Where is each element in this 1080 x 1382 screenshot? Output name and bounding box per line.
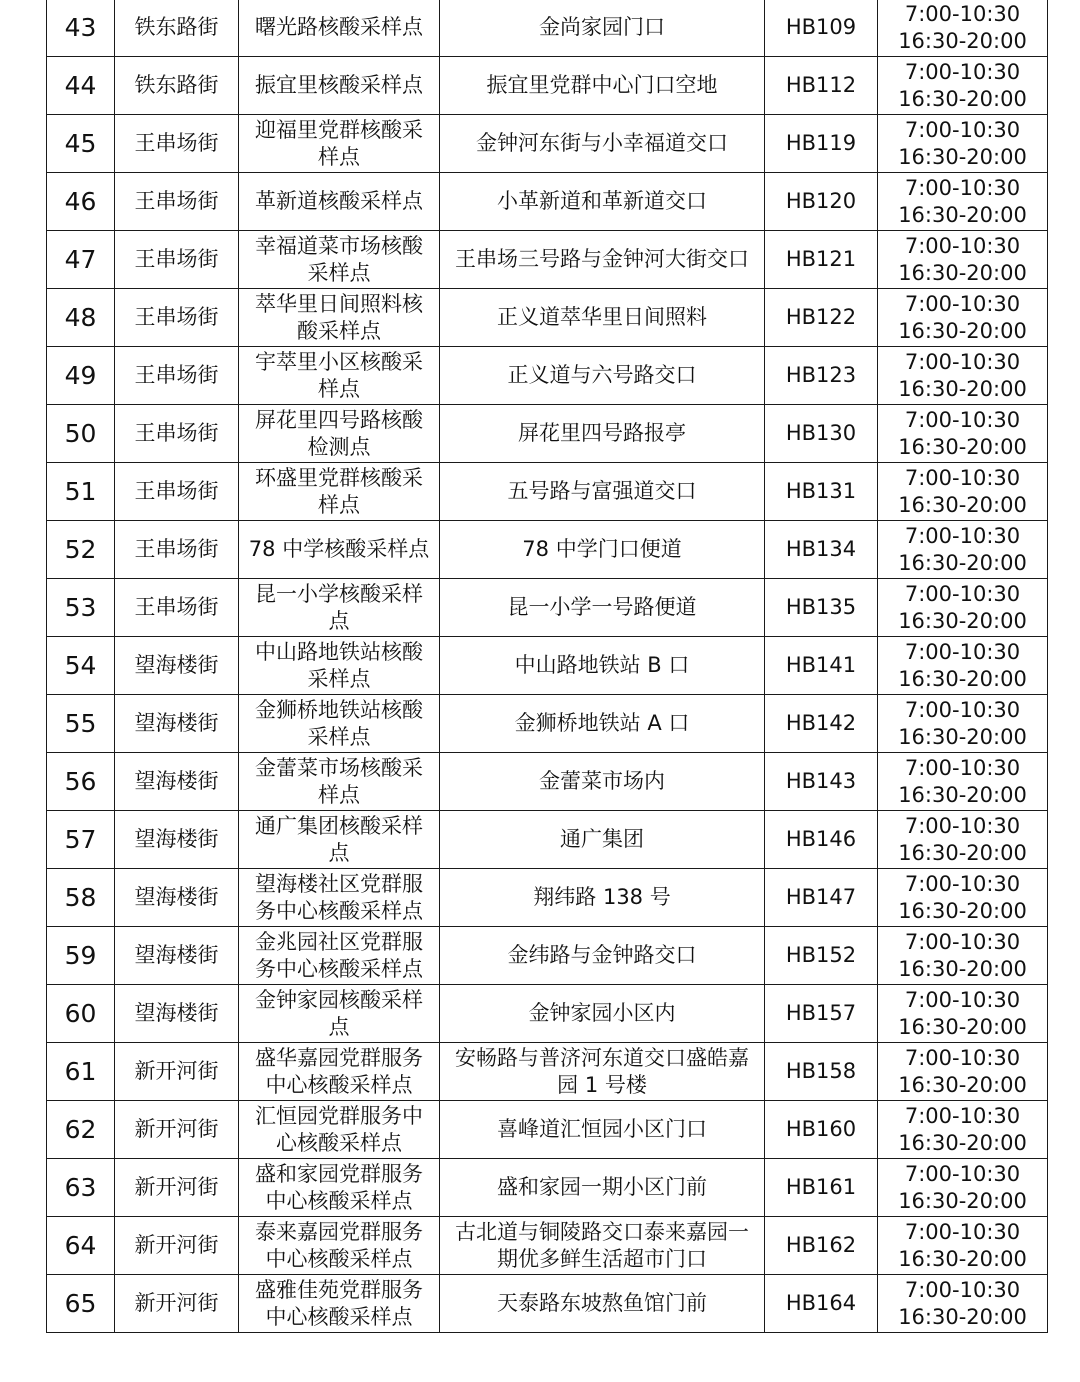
site-code: HB123 bbox=[765, 347, 878, 405]
opening-hours bbox=[878, 289, 1048, 347]
row-number: 46 bbox=[47, 173, 115, 231]
table-row bbox=[47, 115, 1048, 173]
table-row bbox=[47, 927, 1048, 985]
evening-hours: 16:30-20:00 bbox=[898, 898, 1027, 923]
street-name: 望海楼街 bbox=[115, 927, 239, 985]
opening-hours bbox=[878, 1101, 1048, 1159]
evening-hours: 16:30-20:00 bbox=[898, 1246, 1027, 1271]
evening-hours: 16:30-20:00 bbox=[898, 782, 1027, 807]
evening-hours: 16:30-20:00 bbox=[898, 608, 1027, 633]
site-address: 王串场三号路与金钟河大街交口 bbox=[440, 231, 765, 289]
sampling-site-name: 萃华里日间照料核酸采样点 bbox=[239, 289, 440, 347]
sampling-site-name: 望海楼社区党群服务中心核酸采样点 bbox=[239, 869, 440, 927]
table-row bbox=[47, 173, 1048, 231]
street-name: 王串场街 bbox=[115, 289, 239, 347]
evening-hours: 16:30-20:00 bbox=[898, 956, 1027, 981]
table-row bbox=[47, 521, 1048, 579]
evening-hours: 16:30-20:00 bbox=[898, 86, 1027, 111]
evening-hours: 16:30-20:00 bbox=[898, 434, 1027, 459]
sampling-site-name: 昆一小学核酸采样点 bbox=[239, 579, 440, 637]
street-name: 新开河街 bbox=[115, 1275, 239, 1333]
site-address: 盛和家园一期小区门前 bbox=[440, 1159, 765, 1217]
sampling-site-name: 宇萃里小区核酸采样点 bbox=[239, 347, 440, 405]
row-number: 58 bbox=[47, 869, 115, 927]
opening-hours bbox=[878, 57, 1048, 115]
row-number: 59 bbox=[47, 927, 115, 985]
street-name: 王串场街 bbox=[115, 115, 239, 173]
street-name: 望海楼街 bbox=[115, 811, 239, 869]
site-address: 金钟家园小区内 bbox=[440, 985, 765, 1043]
sampling-site-name: 屏花里四号路核酸检测点 bbox=[239, 405, 440, 463]
street-name: 王串场街 bbox=[115, 463, 239, 521]
site-address: 78 中学门口便道 bbox=[440, 521, 765, 579]
opening-hours bbox=[878, 347, 1048, 405]
street-name: 新开河街 bbox=[115, 1217, 239, 1275]
site-address: 正义道与六号路交口 bbox=[440, 347, 765, 405]
opening-hours bbox=[878, 1043, 1048, 1101]
site-code: HB146 bbox=[765, 811, 878, 869]
morning-hours: 7:00-10:30 bbox=[904, 1, 1021, 26]
sampling-site-name: 革新道核酸采样点 bbox=[239, 173, 440, 231]
street-name: 铁东路街 bbox=[115, 0, 239, 57]
sampling-site-name: 汇恒园党群服务中心核酸采样点 bbox=[239, 1101, 440, 1159]
table-row bbox=[47, 753, 1048, 811]
morning-hours: 7:00-10:30 bbox=[904, 987, 1021, 1012]
evening-hours: 16:30-20:00 bbox=[898, 144, 1027, 169]
site-address: 五号路与富强道交口 bbox=[440, 463, 765, 521]
row-number: 64 bbox=[47, 1217, 115, 1275]
table-row bbox=[47, 463, 1048, 521]
morning-hours: 7:00-10:30 bbox=[904, 581, 1021, 606]
site-address: 喜峰道汇恒园小区门口 bbox=[440, 1101, 765, 1159]
opening-hours bbox=[878, 1159, 1048, 1217]
table-row bbox=[47, 1101, 1048, 1159]
street-name: 王串场街 bbox=[115, 521, 239, 579]
morning-hours: 7:00-10:30 bbox=[904, 465, 1021, 490]
site-address: 中山路地铁站 B 口 bbox=[440, 637, 765, 695]
table-row bbox=[47, 637, 1048, 695]
table-body bbox=[47, 0, 1048, 1333]
morning-hours: 7:00-10:30 bbox=[904, 1277, 1021, 1302]
row-number: 55 bbox=[47, 695, 115, 753]
site-code: HB112 bbox=[765, 57, 878, 115]
opening-hours bbox=[878, 985, 1048, 1043]
morning-hours: 7:00-10:30 bbox=[904, 349, 1021, 374]
site-address: 屏花里四号路报亭 bbox=[440, 405, 765, 463]
morning-hours: 7:00-10:30 bbox=[904, 871, 1021, 896]
table-row bbox=[47, 347, 1048, 405]
sampling-site-name: 盛和家园党群服务中心核酸采样点 bbox=[239, 1159, 440, 1217]
table-row bbox=[47, 1275, 1048, 1333]
evening-hours: 16:30-20:00 bbox=[898, 492, 1027, 517]
sampling-site-name: 曙光路核酸采样点 bbox=[239, 0, 440, 57]
morning-hours: 7:00-10:30 bbox=[904, 407, 1021, 432]
evening-hours: 16:30-20:00 bbox=[898, 1304, 1027, 1329]
opening-hours bbox=[878, 1217, 1048, 1275]
row-number: 53 bbox=[47, 579, 115, 637]
morning-hours: 7:00-10:30 bbox=[904, 1161, 1021, 1186]
street-name: 铁东路街 bbox=[115, 57, 239, 115]
evening-hours: 16:30-20:00 bbox=[898, 840, 1027, 865]
evening-hours: 16:30-20:00 bbox=[898, 1188, 1027, 1213]
sampling-site-name: 金蕾菜市场核酸采样点 bbox=[239, 753, 440, 811]
table-row bbox=[47, 231, 1048, 289]
table-row bbox=[47, 811, 1048, 869]
site-code: HB164 bbox=[765, 1275, 878, 1333]
street-name: 新开河街 bbox=[115, 1101, 239, 1159]
sampling-site-name: 金狮桥地铁站核酸采样点 bbox=[239, 695, 440, 753]
row-number: 43 bbox=[47, 0, 115, 57]
site-code: HB160 bbox=[765, 1101, 878, 1159]
evening-hours: 16:30-20:00 bbox=[898, 1130, 1027, 1155]
opening-hours bbox=[878, 695, 1048, 753]
site-address: 安畅路与普济河东道交口盛皓嘉园 1 号楼 bbox=[440, 1043, 765, 1101]
table-row bbox=[47, 289, 1048, 347]
row-number: 45 bbox=[47, 115, 115, 173]
evening-hours: 16:30-20:00 bbox=[898, 724, 1027, 749]
site-code: HB131 bbox=[765, 463, 878, 521]
row-number: 57 bbox=[47, 811, 115, 869]
site-code: HB147 bbox=[765, 869, 878, 927]
site-code: HB152 bbox=[765, 927, 878, 985]
opening-hours bbox=[878, 521, 1048, 579]
opening-hours bbox=[878, 0, 1048, 57]
opening-hours bbox=[878, 579, 1048, 637]
sampling-sites-table bbox=[46, 0, 1048, 1333]
row-number: 51 bbox=[47, 463, 115, 521]
site-code: HB135 bbox=[765, 579, 878, 637]
site-address: 金纬路与金钟路交口 bbox=[440, 927, 765, 985]
morning-hours: 7:00-10:30 bbox=[904, 639, 1021, 664]
site-address: 古北道与铜陵路交口泰来嘉园一期优多鲜生活超市门口 bbox=[440, 1217, 765, 1275]
morning-hours: 7:00-10:30 bbox=[904, 175, 1021, 200]
site-code: HB158 bbox=[765, 1043, 878, 1101]
row-number: 48 bbox=[47, 289, 115, 347]
site-address: 昆一小学一号路便道 bbox=[440, 579, 765, 637]
street-name: 王串场街 bbox=[115, 347, 239, 405]
evening-hours: 16:30-20:00 bbox=[898, 202, 1027, 227]
morning-hours: 7:00-10:30 bbox=[904, 1103, 1021, 1128]
morning-hours: 7:00-10:30 bbox=[904, 523, 1021, 548]
sampling-site-name: 迎福里党群核酸采样点 bbox=[239, 115, 440, 173]
site-code: HB157 bbox=[765, 985, 878, 1043]
evening-hours: 16:30-20:00 bbox=[898, 28, 1027, 53]
sampling-site-name: 环盛里党群核酸采样点 bbox=[239, 463, 440, 521]
site-code: HB122 bbox=[765, 289, 878, 347]
street-name: 王串场街 bbox=[115, 231, 239, 289]
sampling-site-name: 金钟家园核酸采样点 bbox=[239, 985, 440, 1043]
morning-hours: 7:00-10:30 bbox=[904, 1045, 1021, 1070]
opening-hours bbox=[878, 927, 1048, 985]
morning-hours: 7:00-10:30 bbox=[904, 117, 1021, 142]
row-number: 61 bbox=[47, 1043, 115, 1101]
morning-hours: 7:00-10:30 bbox=[904, 813, 1021, 838]
evening-hours: 16:30-20:00 bbox=[898, 550, 1027, 575]
row-number: 60 bbox=[47, 985, 115, 1043]
row-number: 44 bbox=[47, 57, 115, 115]
site-code: HB120 bbox=[765, 173, 878, 231]
opening-hours bbox=[878, 173, 1048, 231]
site-address: 正义道萃华里日间照料 bbox=[440, 289, 765, 347]
evening-hours: 16:30-20:00 bbox=[898, 376, 1027, 401]
morning-hours: 7:00-10:30 bbox=[904, 755, 1021, 780]
site-address: 振宜里党群中心门口空地 bbox=[440, 57, 765, 115]
sampling-site-name: 盛雅佳苑党群服务中心核酸采样点 bbox=[239, 1275, 440, 1333]
evening-hours: 16:30-20:00 bbox=[898, 666, 1027, 691]
site-code: HB134 bbox=[765, 521, 878, 579]
morning-hours: 7:00-10:30 bbox=[904, 291, 1021, 316]
morning-hours: 7:00-10:30 bbox=[904, 233, 1021, 258]
table-row bbox=[47, 405, 1048, 463]
site-code: HB162 bbox=[765, 1217, 878, 1275]
morning-hours: 7:00-10:30 bbox=[904, 929, 1021, 954]
site-code: HB161 bbox=[765, 1159, 878, 1217]
opening-hours bbox=[878, 463, 1048, 521]
opening-hours bbox=[878, 231, 1048, 289]
table-row bbox=[47, 695, 1048, 753]
street-name: 望海楼街 bbox=[115, 695, 239, 753]
sampling-site-name: 中山路地铁站核酸采样点 bbox=[239, 637, 440, 695]
site-address: 金蕾菜市场内 bbox=[440, 753, 765, 811]
sampling-site-name: 通广集团核酸采样点 bbox=[239, 811, 440, 869]
sampling-site-name: 振宜里核酸采样点 bbox=[239, 57, 440, 115]
row-number: 47 bbox=[47, 231, 115, 289]
sampling-site-name: 盛华嘉园党群服务中心核酸采样点 bbox=[239, 1043, 440, 1101]
evening-hours: 16:30-20:00 bbox=[898, 318, 1027, 343]
site-code: HB142 bbox=[765, 695, 878, 753]
row-number: 52 bbox=[47, 521, 115, 579]
site-code: HB121 bbox=[765, 231, 878, 289]
table-row bbox=[47, 985, 1048, 1043]
sampling-sites-table-wrapper bbox=[46, 0, 1047, 1333]
street-name: 望海楼街 bbox=[115, 753, 239, 811]
row-number: 54 bbox=[47, 637, 115, 695]
sampling-site-name: 金兆园社区党群服务中心核酸采样点 bbox=[239, 927, 440, 985]
morning-hours: 7:00-10:30 bbox=[904, 59, 1021, 84]
opening-hours bbox=[878, 115, 1048, 173]
opening-hours bbox=[878, 753, 1048, 811]
row-number: 49 bbox=[47, 347, 115, 405]
opening-hours bbox=[878, 869, 1048, 927]
site-code: HB143 bbox=[765, 753, 878, 811]
site-address: 通广集团 bbox=[440, 811, 765, 869]
row-number: 65 bbox=[47, 1275, 115, 1333]
site-address: 金狮桥地铁站 A 口 bbox=[440, 695, 765, 753]
street-name: 望海楼街 bbox=[115, 637, 239, 695]
row-number: 62 bbox=[47, 1101, 115, 1159]
sampling-site-name: 78 中学核酸采样点 bbox=[239, 521, 440, 579]
site-address: 金尚家园门口 bbox=[440, 0, 765, 57]
evening-hours: 16:30-20:00 bbox=[898, 1072, 1027, 1097]
sampling-site-name: 泰来嘉园党群服务中心核酸采样点 bbox=[239, 1217, 440, 1275]
street-name: 望海楼街 bbox=[115, 869, 239, 927]
site-code: HB130 bbox=[765, 405, 878, 463]
table-row bbox=[47, 1217, 1048, 1275]
opening-hours bbox=[878, 405, 1048, 463]
row-number: 50 bbox=[47, 405, 115, 463]
row-number: 63 bbox=[47, 1159, 115, 1217]
site-code: HB141 bbox=[765, 637, 878, 695]
opening-hours bbox=[878, 1275, 1048, 1333]
site-address: 翔纬路 138 号 bbox=[440, 869, 765, 927]
site-address: 天泰路东坡熬鱼馆门前 bbox=[440, 1275, 765, 1333]
street-name: 新开河街 bbox=[115, 1159, 239, 1217]
opening-hours bbox=[878, 811, 1048, 869]
sampling-site-name: 幸福道菜市场核酸采样点 bbox=[239, 231, 440, 289]
table-row bbox=[47, 579, 1048, 637]
site-address: 小革新道和革新道交口 bbox=[440, 173, 765, 231]
street-name: 王串场街 bbox=[115, 579, 239, 637]
site-code: HB119 bbox=[765, 115, 878, 173]
site-code: HB109 bbox=[765, 0, 878, 57]
table-row bbox=[47, 1159, 1048, 1217]
table-row bbox=[47, 1043, 1048, 1101]
table-row bbox=[47, 0, 1048, 57]
table-row bbox=[47, 869, 1048, 927]
evening-hours: 16:30-20:00 bbox=[898, 260, 1027, 285]
table-row bbox=[47, 57, 1048, 115]
street-name: 新开河街 bbox=[115, 1043, 239, 1101]
evening-hours: 16:30-20:00 bbox=[898, 1014, 1027, 1039]
row-number: 56 bbox=[47, 753, 115, 811]
street-name: 王串场街 bbox=[115, 173, 239, 231]
site-address: 金钟河东街与小幸福道交口 bbox=[440, 115, 765, 173]
street-name: 王串场街 bbox=[115, 405, 239, 463]
morning-hours: 7:00-10:30 bbox=[904, 1219, 1021, 1244]
morning-hours: 7:00-10:30 bbox=[904, 697, 1021, 722]
opening-hours bbox=[878, 637, 1048, 695]
street-name: 望海楼街 bbox=[115, 985, 239, 1043]
